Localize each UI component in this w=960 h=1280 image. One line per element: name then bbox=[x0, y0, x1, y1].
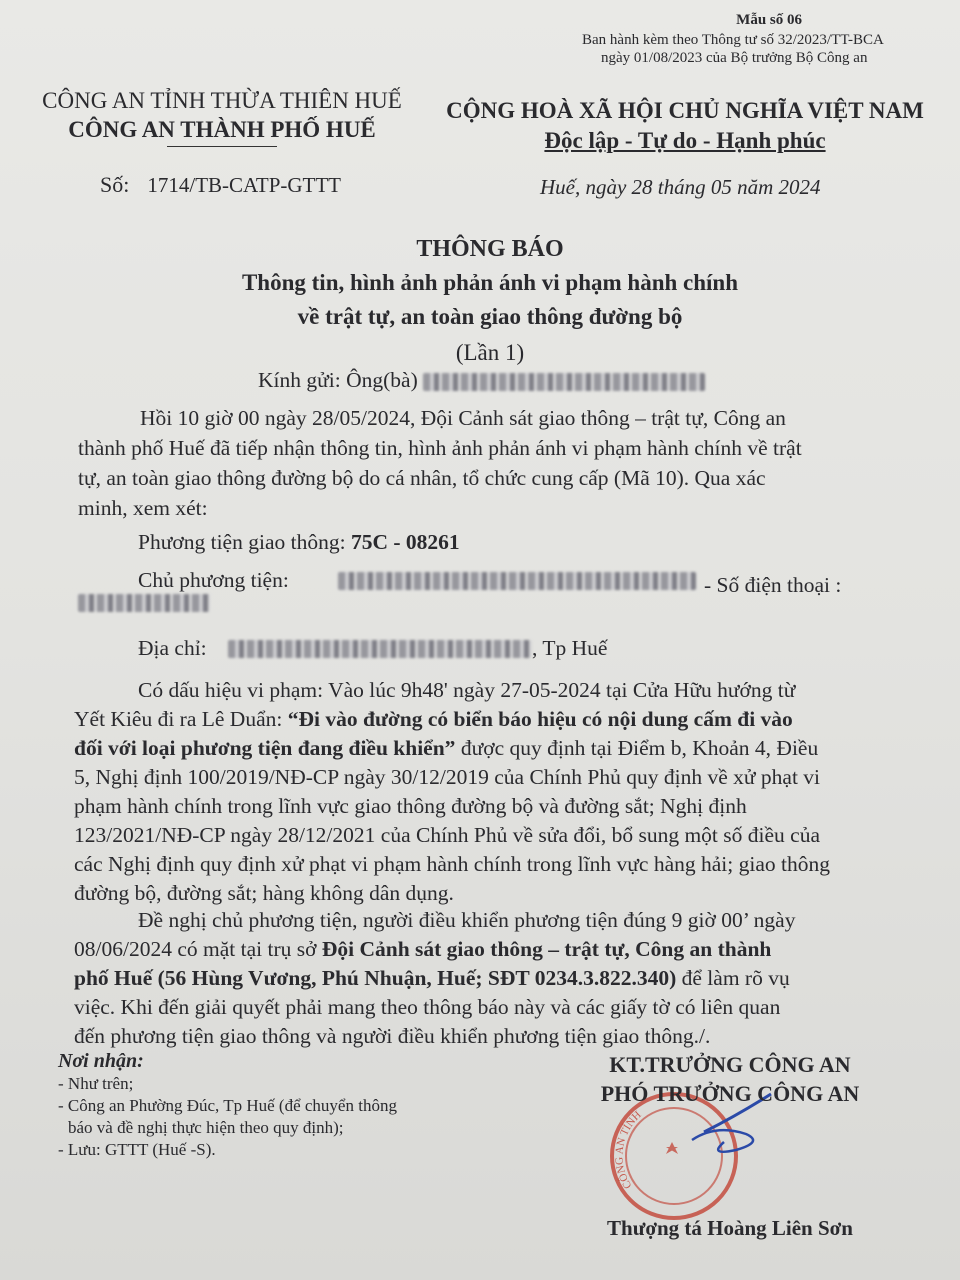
title-main: THÔNG BÁO bbox=[416, 236, 564, 262]
violation-line-4: 5, Nghị định 100/2019/NĐ-CP ngày 30/12/2019 của Chính Phủ quy định về xử phạt vi bbox=[74, 765, 821, 789]
form-reference-line-2: ngày 01/08/2023 của Bộ trưởng Bộ Công an bbox=[601, 50, 868, 66]
intro-line-4: minh, xem xét: bbox=[78, 496, 208, 520]
addressee-label: Kính gửi: Ông(bà) bbox=[258, 368, 418, 392]
national-motto: Độc lập - Tự do - Hạnh phúc bbox=[544, 128, 826, 153]
intro-line-2: thành phố Huế đã tiếp nhận thông tin, hình ảnh phản ánh vi phạm hành chính về trật bbox=[78, 436, 802, 460]
document-title bbox=[0, 232, 960, 370]
violation-line-1: Có dấu hiệu vi phạm: Vào lúc 9h48' ngày 27-05-2024 tại Cửa Hữu hướng từ bbox=[138, 678, 796, 702]
document-number bbox=[100, 172, 341, 198]
form-number: Mẫu số 06 bbox=[736, 12, 802, 28]
owner-label: Chủ phương tiện: bbox=[138, 568, 289, 592]
vehicle-plate: 75C - 08261 bbox=[350, 530, 460, 554]
date-line: Huế, ngày 28 tháng 05 năm 2024 bbox=[540, 175, 821, 199]
violation-line-5: phạm hành chính trong lĩnh vực giao thông đường bộ và đường sắt; Nghị định bbox=[74, 794, 747, 818]
request-line-1: Đề nghị chủ phương tiện, người điều khiển phương tiện đúng 9 giờ 00’ ngày bbox=[138, 908, 796, 932]
intro-line-1: Hồi 10 giờ 00 ngày 28/05/2024, Đội Cảnh sát giao thông – trật tự, Công an bbox=[140, 406, 786, 430]
seal-text: CÔNG AN TỈNH bbox=[613, 1108, 644, 1191]
recipient-line-3: báo và đề nghị thực hiện theo quy định); bbox=[68, 1118, 344, 1137]
vehicle-line bbox=[138, 528, 460, 558]
title-line-1: Thông tin, hình ảnh phản ánh vi phạm hành chính bbox=[241, 270, 739, 295]
violation-description-start: “Đi vào đường có biển báo hiệu có nội dung cấm đi vào bbox=[287, 707, 793, 731]
agency-name: CÔNG AN THÀNH PHỐ HUẾ bbox=[68, 117, 376, 142]
addressee-line bbox=[258, 366, 705, 396]
redacted-phone-number bbox=[78, 594, 210, 612]
vehicle-label: Phương tiện giao thông: bbox=[138, 530, 346, 554]
recipients-heading: Nơi nhận: bbox=[58, 1050, 144, 1072]
police-office-address: phố Huế (56 Hùng Vương, Phú Nhuận, Huế; SĐT 0234.3.822.340) bbox=[74, 966, 677, 990]
signer-title-block bbox=[580, 1050, 880, 1108]
phone-label: - Số điện thoại : bbox=[704, 573, 842, 597]
redacted-address bbox=[228, 640, 532, 658]
violation-location: Yết Kiêu đi ra Lê Duẩn: bbox=[74, 707, 288, 731]
title-round: (Lần 1) bbox=[455, 340, 525, 365]
address-city: , Tp Huế bbox=[532, 636, 608, 660]
signer-title-2: PHÓ TRƯỞNG CÔNG AN bbox=[600, 1081, 860, 1106]
recipient-line-1: - Như trên; bbox=[58, 1074, 134, 1093]
svg-text:CÔNG AN TỈNH bbox=[613, 1109, 643, 1191]
form-reference-line-1: Ban hành kèm theo Thông tư số 32/2023/TT-BCA bbox=[582, 32, 884, 48]
request-purpose: để làm rõ vụ bbox=[676, 966, 790, 990]
redacted-addressee-name bbox=[423, 373, 705, 391]
violation-line-7: các Nghị định quy định xử phạt vi phạm hành chính trong lĩnh vực hàng hải; giao thông bbox=[74, 852, 830, 876]
request-line-5: đến phương tiện giao thông và người điều khiển phương tiện giao thông./. bbox=[74, 1024, 711, 1048]
agency-underline bbox=[167, 146, 277, 147]
intro-line-3: tự, an toàn giao thông đường bộ do cá nhân, tổ chức cung cấp (Mã 10). Qua xác bbox=[78, 466, 766, 490]
violation-description-end: đối với loại phương tiện đang điều khiển” bbox=[74, 736, 456, 760]
signer-title-1: KT.TRƯỞNG CÔNG AN bbox=[609, 1052, 851, 1077]
violation-legal-basis: được quy định tại Điểm b, Khoản 4, Điều bbox=[455, 736, 819, 760]
violation-line-2 bbox=[74, 705, 793, 735]
police-office-name: Đội Cảnh sát giao thông – trật tự, Công an thành bbox=[321, 937, 772, 961]
violation-line-8: đường bộ, đường sắt; hàng không dân dụng. bbox=[74, 881, 454, 905]
recipient-line-4: - Lưu: GTTT (Huế -S). bbox=[58, 1140, 216, 1159]
address-label: Địa chỉ: bbox=[138, 636, 207, 660]
redacted-owner-name bbox=[338, 572, 696, 590]
national-header bbox=[440, 96, 930, 156]
agency-parent: CÔNG AN TỈNH THỪA THIÊN HUẾ bbox=[42, 88, 402, 113]
recipient-line-2: - Công an Phường Đúc, Tp Huế (để chuyển thông bbox=[58, 1096, 397, 1115]
request-line-2 bbox=[74, 935, 771, 965]
violation-line-3 bbox=[74, 734, 818, 764]
request-line-3 bbox=[74, 964, 790, 994]
recipients-block bbox=[58, 1050, 518, 1161]
title-line-2: về trật tự, an toàn giao thông đường bộ bbox=[297, 304, 683, 329]
document-number-label: Số: bbox=[100, 172, 130, 197]
nation-name: CỘNG HOÀ XÃ HỘI CHỦ NGHĨA VIỆT NAM bbox=[446, 98, 924, 123]
document-number-value: 1714/TB-CATP-GTTT bbox=[147, 173, 342, 197]
signer-name: Thượng tá Hoàng Liên Sơn bbox=[607, 1216, 853, 1240]
violation-line-6: 123/2021/NĐ-CP ngày 28/12/2021 của Chính Phủ về sửa đổi, bổ sung một số điều của bbox=[74, 823, 820, 847]
request-line-4: việc. Khi đến giải quyết phải mang theo thông báo này và các giấy tờ có liên quan bbox=[74, 995, 781, 1019]
issuing-agency-block bbox=[40, 86, 404, 147]
request-text: 08/06/2024 có mặt tại trụ sở bbox=[74, 937, 322, 961]
